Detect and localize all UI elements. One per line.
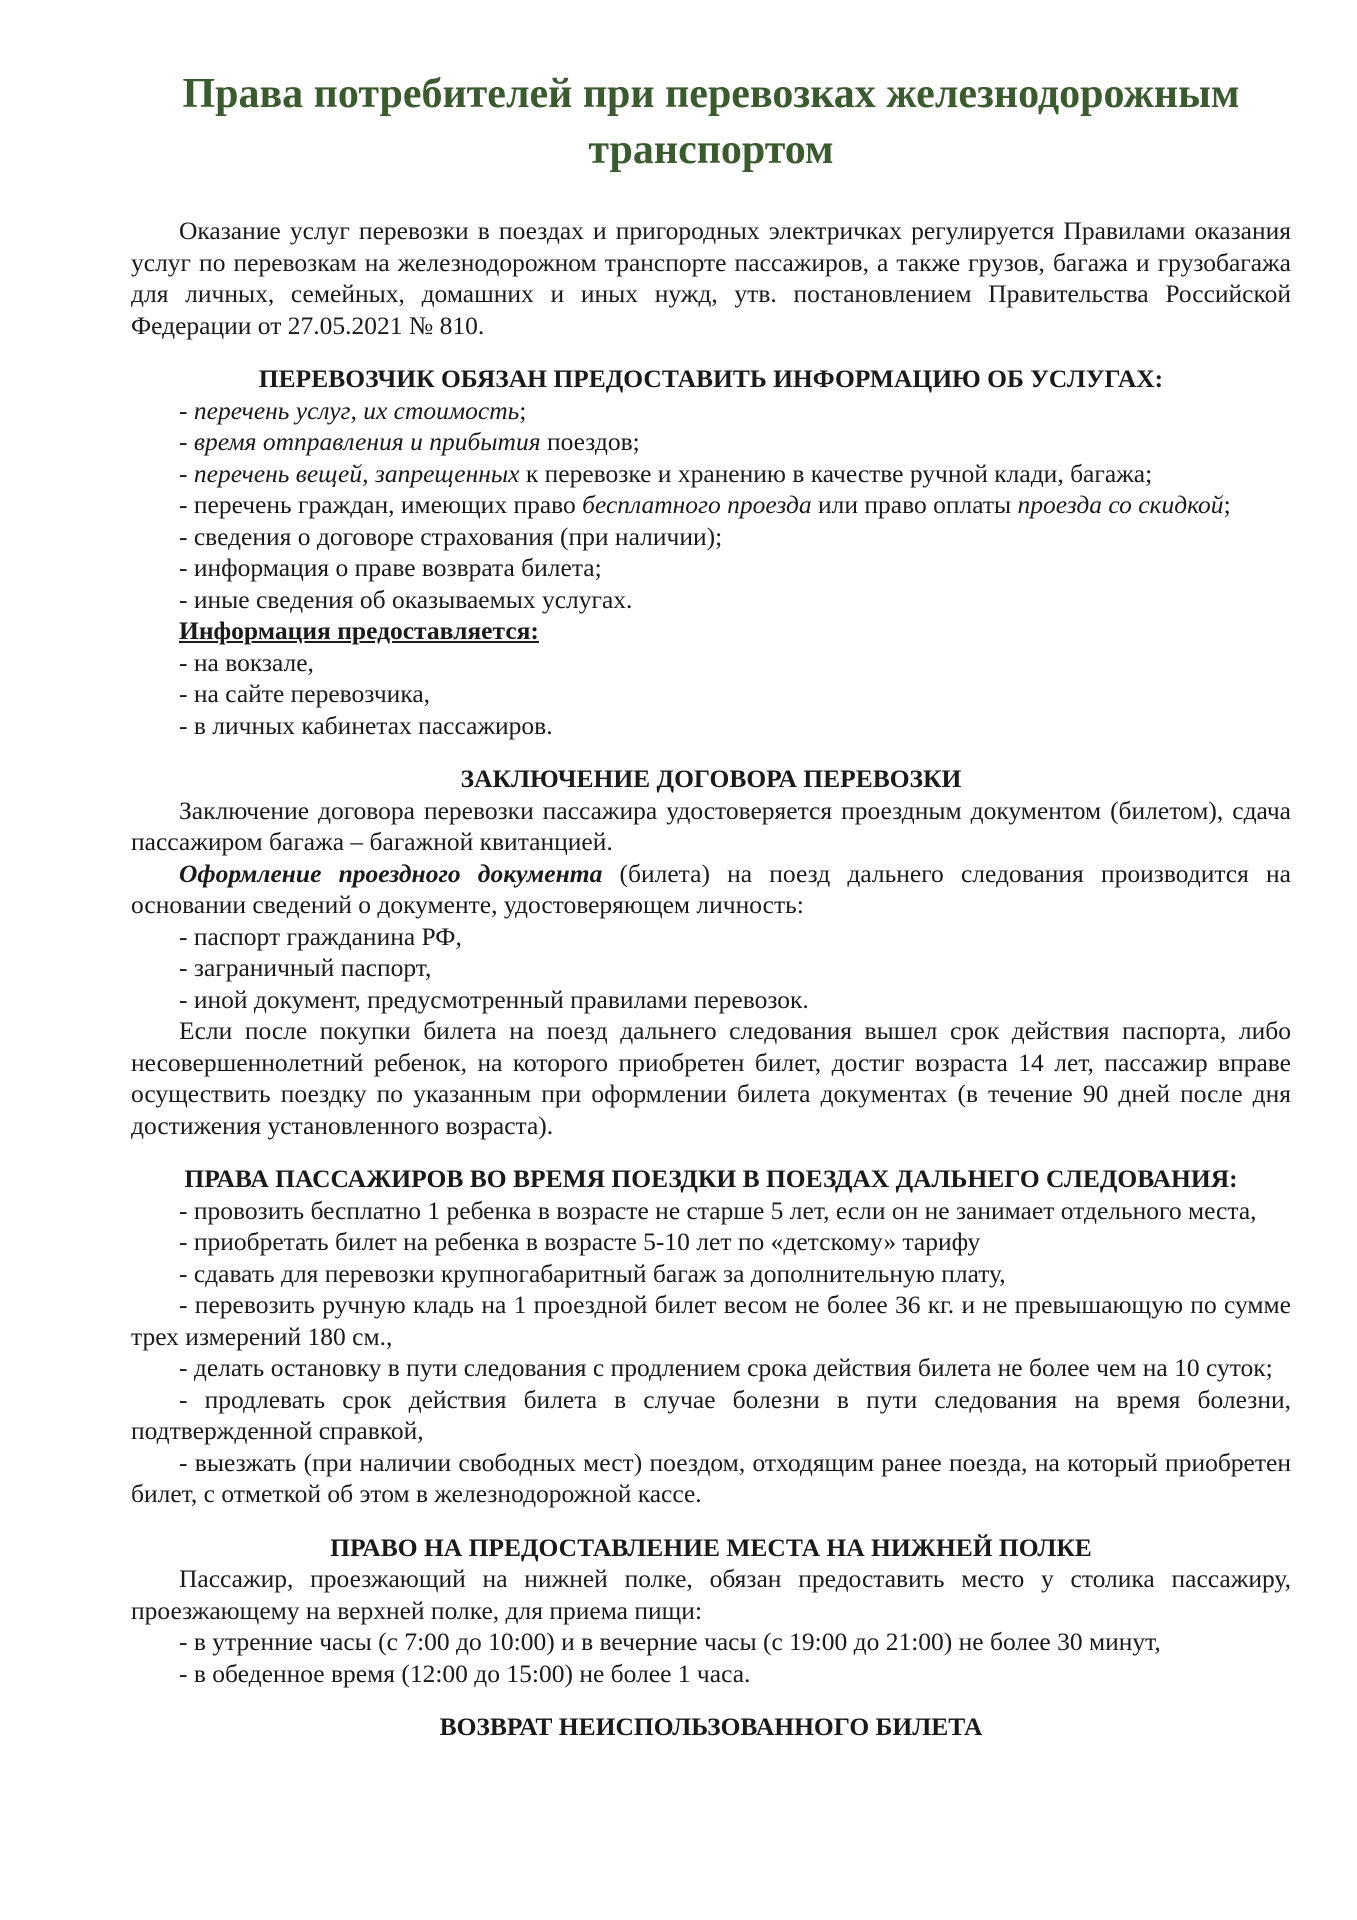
- rights-heading: ПРАВА ПАССАЖИРОВ ВО ВРЕМЯ ПОЕЗДКИ В ПОЕЗДАХ ДАЛЬНЕГО СЛЕДОВАНИЯ:: [184, 1164, 1238, 1193]
- list-item: - провозить бесплатно 1 ребенка в возрасте не старше 5 лет, если он не занимает отдельного места,: [179, 1195, 1257, 1225]
- list-item: - выезжать (при наличии свободных мест) поездом, отходящим ранее поезда, на который приобретен билет, с отметкой об этом в железнодорожной кассе.: [131, 1447, 1291, 1508]
- list-item: - перевозить ручную кладь на 1 проездной билет весом не более 36 кг. и не превышающую по сумме трех измерений 180 см.,: [131, 1290, 1291, 1351]
- document-title: Права потребителей при перевозках железнодорожным транспортом: [182, 71, 1240, 173]
- refund-section: [131, 1711, 1291, 1743]
- list-item: - в утренние часы (с 7:00 до 10:00) и в вечерние часы (с 19:00 до 21:00) не более 30 минут,: [179, 1627, 1161, 1656]
- info-where-heading: Информация предоставляется:: [179, 616, 539, 645]
- list-item: - информация о праве возврата билета;: [179, 553, 602, 582]
- lower-berth-section: [131, 1532, 1291, 1690]
- contract-section: [131, 763, 1291, 1141]
- list-item: - в обеденное время (12:00 до 15:00) не более 1 часа.: [179, 1658, 751, 1688]
- list-item: - иные сведения об оказываемых услугах.: [179, 584, 633, 614]
- contract-heading: ЗАКЛЮЧЕНИЕ ДОГОВОРА ПЕРЕВОЗКИ: [460, 764, 962, 793]
- list-item: - перечень вещей, запрещенных к перевозке и хранению в качестве ручной клади, багажа;: [179, 458, 1153, 488]
- refund-heading: ВОЗВРАТ НЕИСПОЛЬЗОВАННОГО БИЛЕТА: [439, 1712, 983, 1741]
- contract-paragraph: Заключение договора перевозки пассажира удостоверяется проездным документом (билетом), сдача пассажиром багажа – багажной квитанцией.: [131, 795, 1291, 856]
- list-item: - паспорт гражданина РФ,: [179, 921, 462, 951]
- list-item: - на вокзале,: [179, 647, 314, 677]
- list-item: - сдавать для перевозки крупногабаритный багаж за дополнительную плату,: [179, 1258, 1006, 1288]
- info-heading: ПЕРЕВОЗЧИК ОБЯЗАН ПРЕДОСТАВИТЬ ИНФОРМАЦИЮ ОБ УСЛУГАХ:: [258, 364, 1164, 393]
- intro-paragraph: Оказание услуг перевозки в поездах и пригородных электричках регулируется Правилами оказания услуг по перевозкам на железнодорожном транспорте пассажиров, а также грузов, багажа и грузобагажа для личных, семейных, домашних и иных нужд, утв. постановлением Правительства Российской Федерации от 27.05.2021 № 810.: [131, 216, 1291, 340]
- contract-paragraph: Оформление проездного документа (билета) на поезд дальнего следования производится на основании сведений о документе, удостоверяющем личность:: [131, 858, 1291, 919]
- contract-paragraph: Если после покупки билета на поезд дальнего следования вышел срок действия паспорта, либо несовершеннолетний ребенок, на которого приобретен билет, достиг возраста 14 лет, пассажир вправе осуществить поездку по указанным при оформлении билета документах (в течение 90 дней после дня достижения установленного возраста).: [131, 1016, 1291, 1140]
- list-item: - иной документ, предусмотренный правилами перевозок.: [179, 984, 809, 1014]
- lower-berth-paragraph: Пассажир, проезжающий на нижней полке, обязан предоставить место у столика пассажиру, проезжающему на верхней полке, для приема пищи:: [131, 1564, 1291, 1625]
- info-section: [131, 363, 1291, 741]
- list-item: - сведения о договоре страхования (при наличии);: [179, 521, 723, 551]
- list-item: - делать остановку в пути следования с продлением срока действия билета не более чем на 10 суток;: [179, 1353, 1273, 1382]
- list-item: - заграничный паспорт,: [179, 953, 432, 982]
- lower-berth-heading: ПРАВО НА ПРЕДОСТАВЛЕНИЕ МЕСТА НА НИЖНЕЙ ПОЛКЕ: [330, 1532, 1092, 1562]
- list-item: - приобретать билет на ребенка в возрасте 5-10 лет по «детскому» тарифу: [179, 1227, 981, 1256]
- rights-section: [131, 1163, 1291, 1510]
- list-item: - продлевать срок действия билета в случае болезни в пути следования на время болезни, подтвержденной справкой,: [131, 1384, 1291, 1445]
- list-item: - время отправления и прибытия поездов;: [179, 427, 640, 456]
- list-item: - на сайте перевозчика,: [179, 679, 431, 708]
- list-item: - перечень граждан, имеющих право бесплатного проезда или право оплаты проезда со скидкой;: [179, 490, 1231, 519]
- list-item: - в личных кабинетах пассажиров.: [179, 710, 553, 740]
- list-item: - перечень услуг, их стоимость;: [179, 395, 527, 425]
